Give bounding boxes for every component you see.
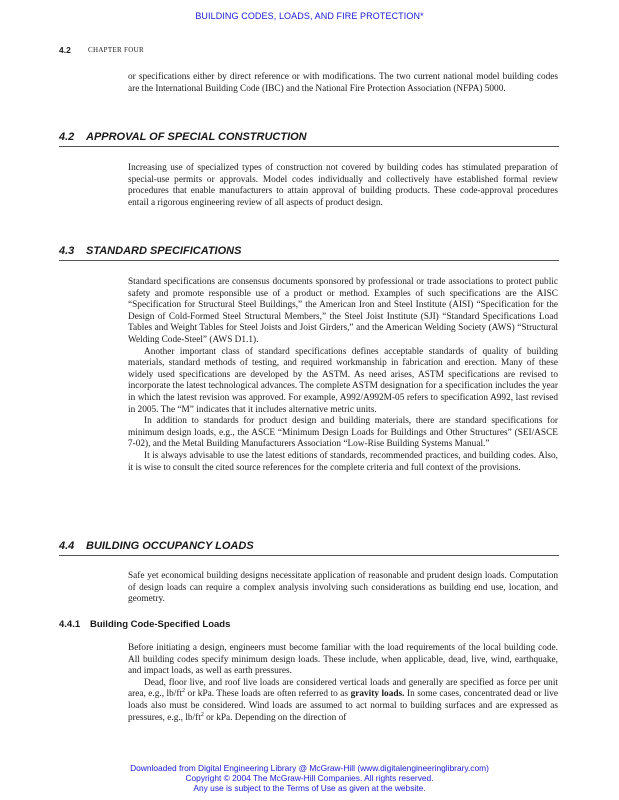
paragraph-text: It is always advisable to use the latest editions of standards, recommended practices, and building codes. Also, it is wise to consult the cited source references for the complete criteria and full context of the provisions. [128,450,558,473]
text-run: or kPa. Depending on the direction of [203,712,347,723]
bold-term: gravity loads. [350,689,405,700]
footer-line: Downloaded from Digital Engineering Library @ McGraw-Hill (www.digitalengineeringlibrary.com) [130,763,489,773]
section-heading-4-3 [59,245,559,261]
text-run: Dead, floor live, and roof live loads are considered vertical loads and generally are specified as force per unit area, e.g., lb/ft [128,677,558,700]
superscript: 2 [200,711,204,718]
intro-paragraph [128,72,558,95]
text-run: or kPa. These loads are often referred to as [185,689,351,700]
subsection-number: 4.4.1 [59,619,81,630]
section-title: BUILDING OCCUPANCY LOADS [86,540,254,552]
section-4-3-body [128,277,558,474]
paragraph-text: Another important class of standard specifications defines acceptable standards of quality of building materials, standard methods of testing, and required workmanship in fabrication and erection. Many of these widely used specifications are developed by the ASTM. As need arises, ASTM specifications are revised to incorporate the latest technological advances. The complete ASTM designation for a specification includes the year in which the latest revision was approved. For example, A992/A992M-05 refers to specification A992, last revised in 2005. The “M” indicates that it includes alternative metric units. [128,346,558,415]
section-4-2-body [128,163,558,209]
text-run: In some cases, concentrated dead or live loads also must be considered. Wind loads are assumed to act normal to building surfaces and are expressed as pressures, e.g., lb/ft [128,689,558,723]
paragraph-text: Safe yet economical building designs necessitate application of reasonable and prudent design loads. Computation of design loads can require a complex analysis involving such considerations as building end use, location, and geometry. [128,571,558,605]
page-number: 4.2 [59,45,71,55]
paragraph-text: Increasing use of specialized types of construction not covered by building codes has stimulated preparation of special-use permits or approvals. Model codes individually and collectively have established formal review procedures that enable manufacturers to attain approval of building products. These code-approval procedures entail a rigorous engineering review of all aspects of product design. [128,163,558,208]
section-title: APPROVAL OF SPECIAL CONSTRUCTION [86,131,307,143]
superscript: 2 [182,688,186,695]
running-head: BUILDING CODES, LOADS, AND FIRE PROTECTION* [195,11,424,21]
footer-line: Copyright © 2004 The McGraw-Hill Companies. All rights reserved. [185,773,434,783]
section-title: STANDARD SPECIFICATIONS [86,245,242,257]
subsection-heading-4-4-1 [59,619,230,630]
section-number: 4.3 [59,245,75,257]
paragraph-text: Before initiating a design, engineers must become familiar with the load requirements of the local building code. All building codes specify minimum design loads. These include, when applicable, dead, live, wind, earthquake, and impact loads, as well as earth pressures. [128,643,558,677]
paragraph-text: or specifications either by direct reference or with modifications. The two current national model building codes are the International Building Code (IBC) and the National Fire Protection Association (NFPA) 5000. [128,72,558,94]
section-number: 4.4 [59,540,75,552]
section-4-4-body [128,571,558,606]
section-number: 4.2 [59,131,75,143]
chapter-label: CHAPTER FOUR [88,46,144,54]
subsection-4-4-1-body [128,643,558,724]
paragraph-text: In addition to standards for product design and building materials, there are standard specifications for minimum design loads, e.g., the ASCE “Minimum Design Loads for Buildings and Other Structures” (SEI/ASCE 7-02), and the Metal Building Manufacturers Association “Low-Rise Building Systems Manual.” [128,416,558,450]
download-footer [0,763,619,793]
section-heading-4-4 [59,540,559,556]
paragraph-text [128,678,558,724]
footer-line: Any use is subject to the Terms of Use as given at the website. [193,783,426,793]
subsection-title: Building Code-Specified Loads [90,619,231,630]
paragraph-text: Standard specifications are consensus documents sponsored by professional or trade associations to protect public safety and promote responsible use of a product or method. Examples of such specifications are the AISC “Specification for Structural Steel Buildings,” the American Iron and Steel Institute (AISI) “Specification for the Design of Cold-Formed Steel Structural Members,” the Steel Joist Institute (SJI) “Standard Specifications Load Tables and Weight Tables for Steel Joists and Joist Girders,” and the American Welding Society (AWS) “Structural Welding Code-Steel” (AWS D1.1). [128,277,558,345]
section-heading-4-2 [59,131,559,147]
